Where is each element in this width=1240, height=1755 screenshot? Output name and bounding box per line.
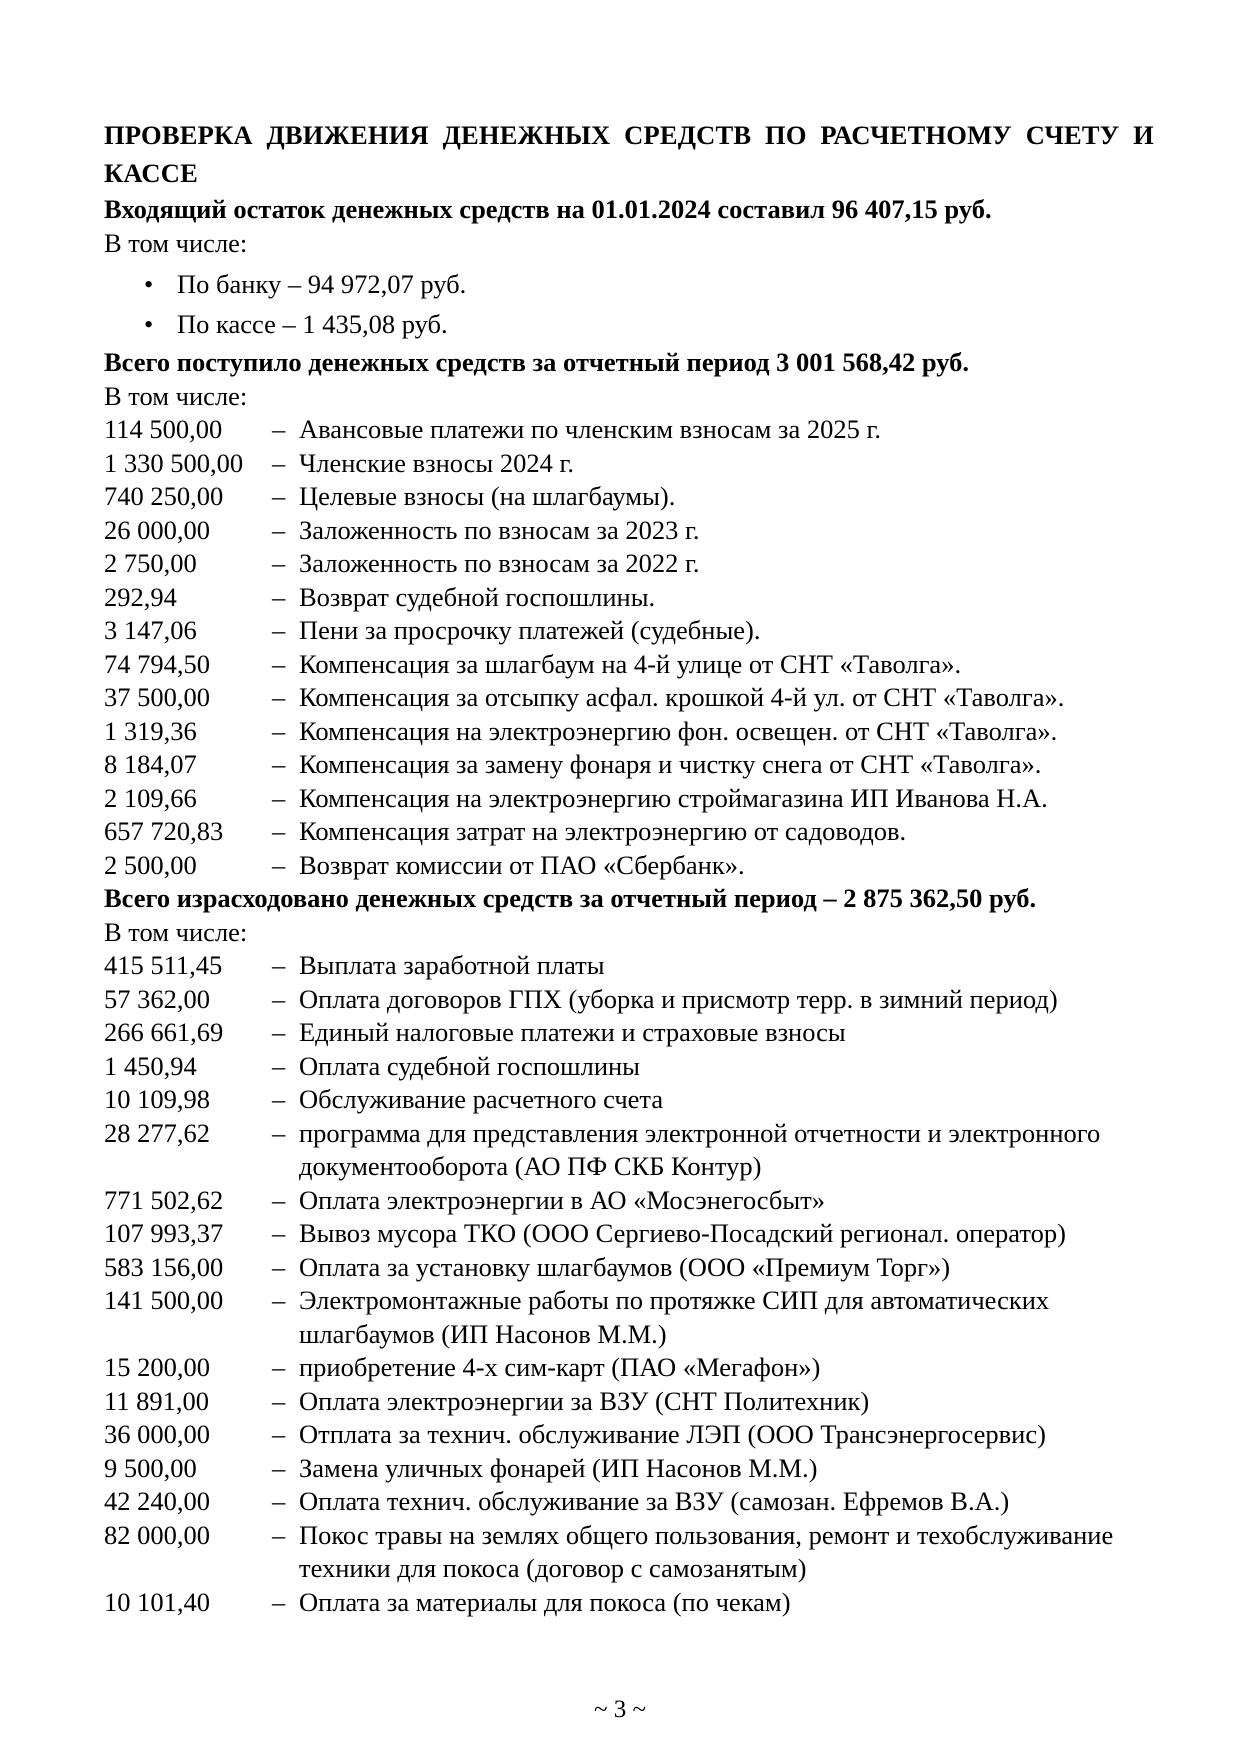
amount: 141 500,00	[104, 1285, 224, 1315]
opening-balance: Входящий остаток денежных средств на 01.01.2024 составил 96 407,15 руб.	[104, 194, 992, 224]
dash-separator: –	[272, 749, 286, 779]
amount: 266 661,69	[104, 1017, 224, 1047]
dash-separator: –	[272, 1452, 286, 1483]
bank-balance: По банку – 94 972,07 руб.	[177, 269, 467, 299]
description: Целевые взносы (на шлагбаумы).	[299, 481, 676, 511]
description: Отплата за технич. обслуживание ЛЭП (ООО Трансэнергосервис)	[299, 1419, 1046, 1449]
expense-row	[104, 1251, 1154, 1285]
amount: 36 000,00	[104, 1419, 210, 1449]
amount: 11 891,00	[104, 1385, 210, 1416]
expense-row	[104, 1284, 1154, 1351]
description: Оплата за материалы для покоса (по чекам)	[299, 1586, 791, 1617]
dash-separator: –	[272, 1184, 286, 1215]
income-row	[104, 849, 1154, 883]
dash-separator: –	[272, 950, 286, 980]
description: Компенсация на электроэнергию фон. освещен. от СНТ «Таволга».	[299, 715, 1058, 746]
description: Электромонтажные работы по протяжке СИП для автоматических шлагбаумов (ИП Насонов М.М.)	[299, 1285, 1050, 1349]
expense-row	[104, 1485, 1154, 1519]
income-row	[104, 547, 1154, 581]
description: Оплата технич. обслуживание за ВЗУ (самозан. Ефремов В.А.)	[299, 1486, 1010, 1516]
income-row	[104, 715, 1154, 749]
dash-separator: –	[272, 715, 286, 746]
amount: 292,94	[104, 581, 177, 612]
dash-separator: –	[272, 816, 286, 846]
expense-row	[104, 1050, 1154, 1084]
amount: 740 250,00	[104, 481, 224, 511]
expense-row	[104, 1117, 1154, 1184]
expense-row	[104, 1351, 1154, 1385]
dash-separator: –	[272, 1218, 286, 1248]
description: Членские взносы 2024 г.	[299, 447, 574, 478]
amount: 107 993,37	[104, 1218, 224, 1248]
description: Обслуживание расчетного счета	[299, 1084, 664, 1114]
dash-separator: –	[272, 1084, 286, 1114]
expense-row	[104, 983, 1154, 1017]
expense-list	[104, 949, 1154, 1619]
bullet-icon: •	[144, 269, 154, 299]
expense-row	[104, 1016, 1154, 1050]
amount: 26 000,00	[104, 514, 210, 545]
expense-row	[104, 1586, 1154, 1620]
description: Оплата за установку шлагбаумов (ООО «Премиум Торг»)	[299, 1251, 951, 1282]
income-row	[104, 614, 1154, 648]
income-row	[104, 581, 1154, 615]
page-number: ~ 3 ~	[593, 1696, 647, 1723]
description: Покос травы на землях общего пользования, ремонт и техобслуживание техники для покоса (договор с самозанятым)	[299, 1519, 1114, 1583]
description: Вывоз мусора ТКО (ООО Сергиево-Посадский регионал. оператор)	[299, 1218, 1066, 1248]
amount: 2 750,00	[104, 548, 197, 578]
description: Компенсация за шлагбаум на 4-й улице от СНТ «Таволга».	[299, 648, 962, 679]
amount: 114 500,00	[104, 414, 223, 444]
description: Возврат судебной госпошлины.	[299, 581, 656, 612]
income-row	[104, 782, 1154, 816]
expense-row	[104, 1083, 1154, 1117]
dash-separator: –	[272, 447, 286, 478]
dash-separator: –	[272, 682, 286, 712]
dash-separator: –	[272, 1586, 286, 1617]
in-total-label: В том числе:	[104, 916, 248, 947]
dash-separator: –	[272, 1050, 286, 1081]
description: Оплата электроэнергии за ВЗУ (СНТ Политехник)	[299, 1385, 870, 1416]
expense-row	[104, 1519, 1154, 1586]
dash-separator: –	[272, 1251, 286, 1282]
income-row	[104, 748, 1154, 782]
description: Компенсация за замену фонаря и чистку снега от СНТ «Таволга».	[299, 749, 1042, 779]
list-item	[104, 264, 1154, 304]
dash-separator: –	[272, 1519, 286, 1550]
income-row	[104, 681, 1154, 715]
dash-separator: –	[272, 1117, 286, 1148]
amount: 10 109,98	[104, 1084, 210, 1114]
dash-separator: –	[272, 782, 286, 813]
amount: 3 147,06	[104, 615, 197, 645]
income-total: Всего поступило денежных средств за отчетный период 3 001 568,42 руб.	[104, 347, 970, 377]
amount: 74 794,50	[104, 648, 210, 679]
amount: 9 500,00	[104, 1452, 197, 1483]
description: Пени за просрочку платежей (судебные).	[299, 615, 761, 645]
income-row	[104, 514, 1154, 548]
description: Авансовые платежи по членским взносам за 2025 г.	[299, 414, 881, 444]
expense-row	[104, 1385, 1154, 1419]
amount: 82 000,00	[104, 1519, 210, 1550]
dash-separator: –	[272, 1017, 286, 1047]
amount: 415 511,45	[104, 950, 223, 980]
dash-separator: –	[272, 1352, 286, 1382]
amount: 37 500,00	[104, 682, 210, 712]
income-row	[104, 648, 1154, 682]
description: Оплата договоров ГПХ (уборка и присмотр терр. в зимний период)	[299, 983, 1058, 1014]
dash-separator: –	[272, 648, 286, 679]
dash-separator: –	[272, 548, 286, 578]
expense-row	[104, 1452, 1154, 1486]
description: программа для представления электронной отчетности и электронного документооборота (АО ПФ СКБ Контур)	[299, 1117, 1101, 1181]
dash-separator: –	[272, 514, 286, 545]
expense-total: Всего израсходовано денежных средств за отчетный период – 2 875 362,50 руб.	[104, 883, 1037, 913]
income-row	[104, 413, 1154, 447]
description: Компенсация за отсыпку асфал. крошкой 4-й ул. от СНТ «Таволга».	[299, 682, 1065, 712]
amount: 583 156,00	[104, 1251, 224, 1282]
amount: 10 101,40	[104, 1586, 210, 1617]
description: Замена уличных фонарей (ИП Насонов М.М.)	[299, 1452, 818, 1483]
dash-separator: –	[272, 481, 286, 511]
document-title: ПРОВЕРКА ДВИЖЕНИЯ ДЕНЕЖНЫХ СРЕДСТВ ПО РАСЧЕТНОМУ СЧЕТУ И КАССЕ	[104, 120, 1154, 188]
dash-separator: –	[272, 1385, 286, 1416]
description: Заложенность по взносам за 2022 г.	[299, 548, 700, 578]
amount: 1 319,36	[104, 715, 197, 746]
dash-separator: –	[272, 615, 286, 645]
dash-separator: –	[272, 1285, 286, 1315]
income-row	[104, 480, 1154, 514]
amount: 657 720,83	[104, 816, 224, 846]
description: Компенсация затрат на электроэнергию от садоводов.	[299, 816, 907, 846]
in-total-label: В том числе:	[104, 380, 248, 411]
balance-breakdown-list	[104, 264, 1154, 344]
expense-row	[104, 1184, 1154, 1218]
description: Оплата судебной госпошлины	[299, 1050, 640, 1081]
expense-row	[104, 1217, 1154, 1251]
amount: 2 500,00	[104, 849, 197, 880]
dash-separator: –	[272, 983, 286, 1014]
amount: 8 184,07	[104, 749, 197, 779]
amount: 771 502,62	[104, 1184, 224, 1215]
list-item	[104, 304, 1154, 344]
amount: 1 450,94	[104, 1050, 197, 1081]
income-list	[104, 413, 1154, 882]
income-row	[104, 815, 1154, 849]
cash-balance: По кассе – 1 435,08 руб.	[177, 309, 448, 339]
document-page	[104, 116, 1154, 1619]
description: Оплата электроэнергии в АО «Мосэнегосбыт»	[299, 1184, 825, 1215]
dash-separator: –	[272, 849, 286, 880]
amount: 1 330 500,00	[104, 447, 244, 478]
dash-separator: –	[272, 1419, 286, 1449]
amount: 57 362,00	[104, 983, 210, 1014]
bullet-icon: •	[144, 309, 154, 339]
description: приобретение 4-х сим-карт (ПАО «Мегафон»)	[299, 1352, 821, 1382]
dash-separator: –	[272, 581, 286, 612]
description: Выплата заработной платы	[299, 950, 605, 980]
dash-separator: –	[272, 414, 286, 444]
description: Единый налоговые платежи и страховые взносы	[299, 1017, 846, 1047]
amount: 42 240,00	[104, 1486, 210, 1516]
income-row	[104, 447, 1154, 481]
in-total-label: В том числе:	[104, 227, 248, 258]
amount: 15 200,00	[104, 1352, 210, 1382]
description: Компенсация на электроэнергию строймагазина ИП Иванова Н.А.	[299, 782, 1048, 813]
description: Заложенность по взносам за 2023 г.	[299, 514, 700, 545]
expense-row	[104, 949, 1154, 983]
amount: 28 277,62	[104, 1117, 210, 1148]
amount: 2 109,66	[104, 782, 197, 813]
description: Возврат комиссии от ПАО «Сбербанк».	[299, 849, 745, 880]
expense-row	[104, 1418, 1154, 1452]
dash-separator: –	[272, 1486, 286, 1516]
